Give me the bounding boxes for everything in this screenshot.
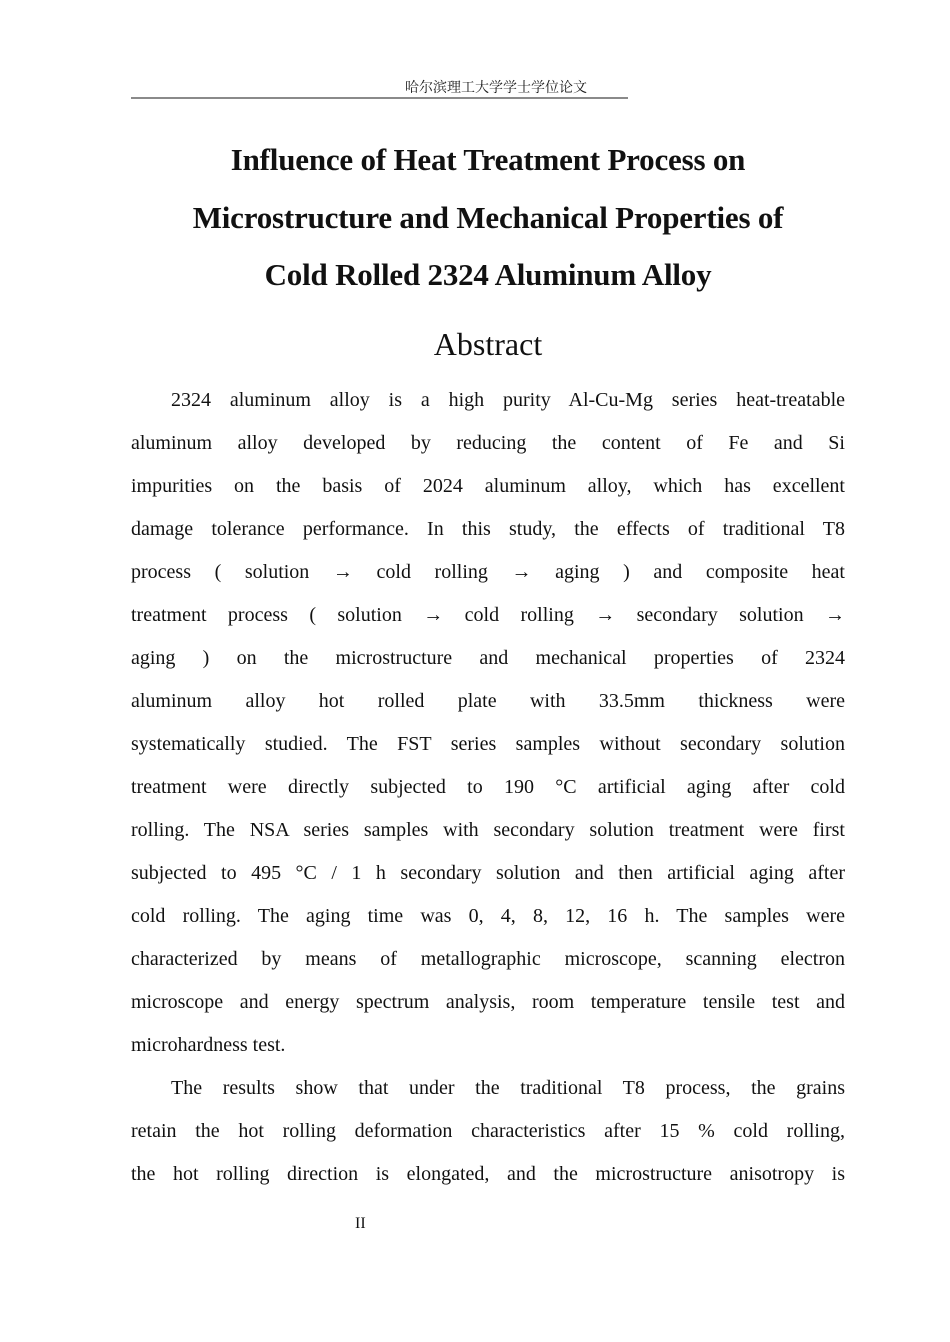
text-line: aluminum alloy hot rolled plate with 33.5mm thickness were	[131, 690, 845, 712]
text-line: characterized by means of metallographic microscope, scanning electron	[131, 948, 845, 970]
running-header-title: 哈尔滨理工大学学士学位论文	[405, 80, 587, 96]
text-line: The results show that under the traditional T8 process, the grains	[171, 1077, 845, 1099]
abstract-heading: Abstract	[433, 326, 543, 362]
text-line: 2324 aluminum alloy is a high purity Al-Cu-Mg series heat-treatable	[171, 389, 845, 411]
text-line: retain the hot rolling deformation characteristics after 15 % cold rolling,	[131, 1120, 845, 1142]
text-line: rolling. The NSA series samples with secondary solution treatment were first	[131, 819, 845, 841]
abstract-body	[131, 379, 845, 1196]
title-line: Cold Rolled 2324 Aluminum Alloy	[264, 257, 712, 292]
text-line: microscope and energy spectrum analysis, room temperature tensile test and	[131, 991, 845, 1013]
thesis-title	[131, 131, 845, 304]
text-line: aluminum alloy developed by reducing the content of Fe and Si	[131, 432, 845, 454]
abstract-paragraph	[131, 1067, 845, 1196]
title-line: Microstructure and Mechanical Properties of	[192, 199, 784, 235]
text-line: process ( solution → cold rolling → aging ) and composite heat	[131, 561, 845, 583]
text-line: treatment process ( solution → cold rolling → secondary solution →	[131, 604, 845, 626]
text-line: subjected to 495 °C / 1 h secondary solution and then artificial aging after	[131, 862, 845, 884]
text-line: impurities on the basis of 2024 aluminum alloy, which has excellent	[131, 475, 845, 497]
page-number: II	[355, 1215, 366, 1232]
text-line: cold rolling. The aging time was 0, 4, 8, 12, 16 h. The samples were	[131, 905, 845, 927]
text-line: damage tolerance performance. In this study, the effects of traditional T8	[131, 518, 845, 540]
abstract-paragraph	[131, 379, 845, 1067]
text-line: microhardness test.	[131, 1034, 286, 1056]
title-line: Influence of Heat Treatment Process on	[230, 142, 746, 177]
text-line: the hot rolling direction is elongated, and the microstructure anisotropy is	[131, 1163, 845, 1185]
text-line: systematically studied. The FST series samples without secondary solution	[131, 733, 845, 755]
running-header	[131, 79, 628, 99]
text-line: treatment were directly subjected to 190 °C artificial aging after cold	[131, 776, 845, 798]
text-line: aging ) on the microstructure and mechanical properties of 2324	[131, 647, 845, 669]
